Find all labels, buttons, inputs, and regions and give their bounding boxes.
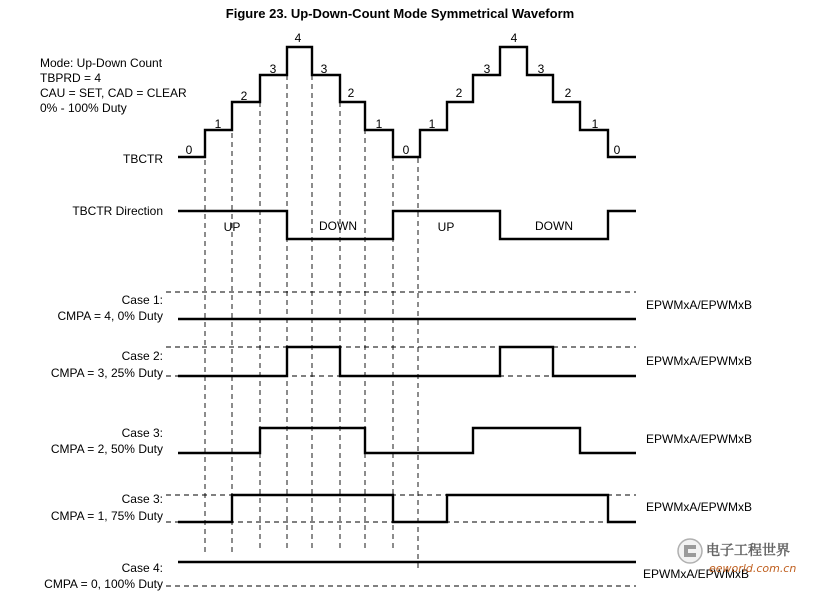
direction-label: TBCTR Direction [72,204,163,218]
count-label: 2 [455,86,463,100]
case-title: Case 3: [121,492,163,506]
count-label: 4 [510,31,518,45]
count-label: 1 [214,117,222,131]
count-label: 0 [613,143,621,157]
count-label: 2 [240,89,248,103]
case-title: Case 4: [121,561,163,575]
case-subtitle: CMPA = 2, 50% Duty [50,442,163,456]
case-subtitle: CMPA = 4, 0% Duty [57,309,163,323]
count-label: 1 [428,117,436,131]
mode-info-line: 0% - 100% Duty [40,101,127,115]
case-5-row [44,561,749,591]
case-2-row [51,347,752,380]
direction-down-label: DOWN [535,219,573,233]
tbctr-count-labels [186,31,621,157]
count-label: 0 [185,143,193,157]
case-subtitle: CMPA = 0, 100% Duty [44,577,163,591]
case-1-row [58,292,753,323]
case-output-label: EPWMxA/EPWMxB [643,567,750,581]
count-label: 3 [320,62,328,76]
case-2-waveform [178,347,636,376]
mode-info-line: CAU = SET, CAD = CLEAR [40,86,187,100]
direction-up-label: UP [437,220,455,234]
direction-up-label: UP [223,220,241,234]
case-output-label: EPWMxA/EPWMxB [646,500,753,514]
count-label: 3 [269,62,277,76]
case-3-row [51,426,752,456]
case-title: Case 1: [121,293,163,307]
case-3-waveform [178,428,636,453]
case-output-label: EPWMxA/EPWMxB [646,298,753,312]
mode-info-line: TBPRD = 4 [40,71,102,85]
tbctr-label: TBCTR [123,152,163,166]
mode-info-line: Mode: Up-Down Count [40,56,163,70]
case-output-label: EPWMxA/EPWMxB [646,354,753,368]
count-label: 2 [564,86,572,100]
count-label: 2 [347,86,355,100]
count-label: 3 [537,62,545,76]
figure-title: Figure 23. Up-Down-Count Mode Symmetrical Waveform [225,6,575,21]
direction-down-label: DOWN [319,219,357,233]
case-output-label: EPWMxA/EPWMxB [646,432,753,446]
count-label: 4 [294,31,302,45]
watermark-emblem-icon [678,539,702,563]
count-label: 1 [375,117,383,131]
case-subtitle: CMPA = 1, 75% Duty [50,509,163,523]
watermark-chinese-text: 电子工程世界 [706,543,790,559]
case-subtitle: CMPA = 3, 25% Duty [50,366,163,380]
case-title: Case 3: [121,426,163,440]
count-label: 0 [402,143,410,157]
count-label: 1 [591,117,599,131]
count-label: 3 [483,62,491,76]
case-title: Case 2: [121,349,163,363]
watermark-url: eeworld.com.cn [709,562,797,575]
case-4-row [51,492,752,523]
case-4-waveform [178,495,636,522]
